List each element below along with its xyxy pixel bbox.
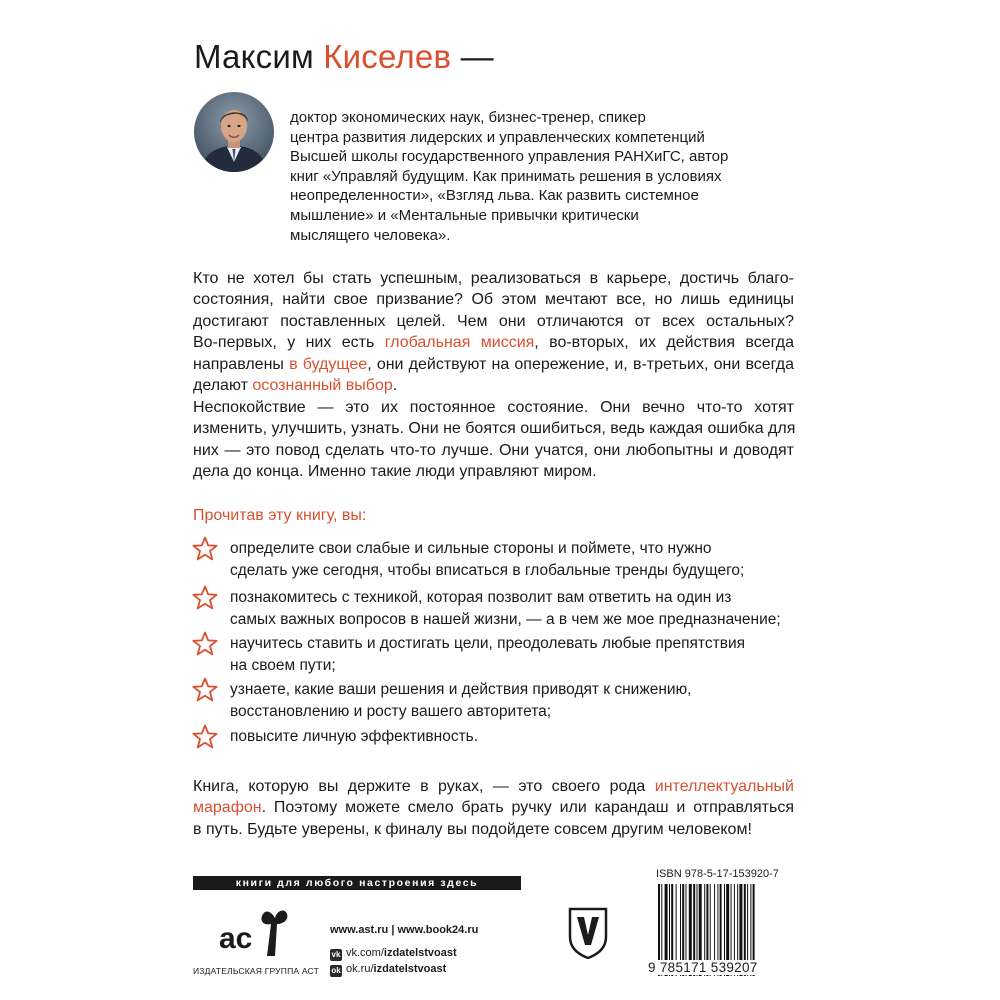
vk-icon: vk [331,950,341,959]
publisher-name: ИЗДАТЕЛЬСКАЯ ГРУППА АСТ [193,966,319,976]
list-item-text [230,726,478,748]
list-item-line: самых важных вопросов в нашей жизни, — а в чем же мое предназначение; [230,610,781,628]
bio-line: книг «Управляй будущим. Как принимать решения в условиях [290,167,722,185]
bio-line: мышление» и «Ментальные привычки критически [290,206,639,224]
list-item-text [230,587,781,630]
highlight-global-mission: глобальная миссия [384,334,535,352]
paragraph-line [193,776,794,797]
highlight-intellectual: интеллектуальный [654,778,794,795]
paragraph-line: изменить, улучшить, узнать. Они не боятся ошибиться, ведь каждая ошибка для [193,420,796,438]
link-prefix: vk.com/ [346,947,384,959]
paragraph-line [193,354,794,375]
description-paragraph-1 [193,268,794,396]
logo-letters: ac [219,922,253,955]
description-paragraph-2 [193,397,794,483]
paragraph-line [193,375,794,396]
author-photo [194,92,274,172]
paragraph-line [193,797,794,818]
text-segment: . Поэтому можете смело брать ручку или карандаш и отправляться [261,799,794,817]
paragraph-line: состояния, найти свое призвание? Об этом мечтают все, но лишь единицы [193,291,794,309]
star-icon [192,724,218,750]
highlight-conscious-choice: осознанный выбор [252,376,393,394]
text-segment: делают [193,376,253,394]
list-item-line: познакомитесь с техникой, которая позволит вам ответить на один из [230,589,732,606]
text-segment: Во-первых, у них есть [193,334,385,352]
list-item-line: повысите личную эффективность. [230,728,479,745]
barcode-number: 9 785171 539207 [648,960,758,975]
author-first-name: Максим [194,38,314,75]
star-icon [192,631,218,657]
description-paragraph-3 [193,776,794,840]
text-segment: , во-вторых, их действия всегда [534,334,794,352]
star-icon [192,585,218,611]
list-item-text [230,633,745,676]
title-dash: — [460,38,494,75]
paragraph-line: в путь. Будьте уверены, к финалу вы подойдете совсем другим человеком! [193,820,752,838]
author-title [194,38,494,76]
author-bio [290,108,810,245]
highlight-future: в будущее [289,355,368,373]
website-links[interactable]: www.ast.ru | www.book24.ru [330,924,479,936]
link-handle: izdatelstvoast [383,947,457,959]
list-item-line: определите свои слабые и сильные стороны и поймете, что нужно [230,540,712,557]
ok-icon: ok [331,966,341,975]
tagline-banner: книги для любого настроения здесь [193,876,521,890]
list-item-line: научитесь ставить и достигать цели, преодолевать любые препятствия [230,635,745,652]
paragraph-line: достигают поставленных целей. Чем они отличаются от всех остальных? [193,312,794,330]
list-item-line: узнаете, какие ваши решения и действия приводят к снижению, [230,681,692,698]
list-item-line: на своем пути; [230,656,336,674]
ast-logo [215,904,291,958]
text-segment: , они действуют на опережение, и, в-третьих, они всегда [367,355,795,373]
star-icon [192,536,218,562]
bio-line: центра развития лидерских и управленческих компетенций [290,128,705,146]
author-last-name: Киселев [323,38,452,75]
link-handle: izdatelstvoast [373,963,447,975]
highlight-marathon: марафон [193,799,262,817]
list-intro: Прочитав эту книгу, вы: [193,507,367,524]
paragraph-line: Неспокойствие — это их постоянное состояние. Они вечно что-то хотят [193,399,794,416]
list-item-line: сделать уже сегодня, чтобы вписаться в глобальные тренды будущего; [230,561,745,579]
paragraph-line: Кто не хотел бы стать успешным, реализоваться в карьере, достичь благо- [193,270,794,287]
star-icon [192,677,218,703]
bio-line: неопределенности», «Взгляд льва. Как развить системное [290,187,699,205]
text-segment: . [392,376,398,394]
list-item-line: восстановлению и росту вашего авторитета; [230,702,552,720]
paragraph-line [193,332,794,353]
v-shield-icon [568,907,608,959]
list-item-text [230,679,691,722]
isbn-label: ISBN 978-5-17-153920-7 [656,868,779,880]
bio-line: мыслящего человека». [290,226,451,244]
link-prefix: ok.ru/ [346,963,374,975]
paragraph-line: дела до конца. Именно такие люди управляют миром. [193,463,597,481]
vk-link[interactable] [330,947,457,961]
ok-link[interactable] [330,963,446,977]
paragraph-line: них — это повод сделать что-то лучше. Они учатся, они любопытны и доводят [193,441,794,459]
bio-line: доктор экономических наук, бизнес-тренер, спикер [290,109,646,126]
text-segment: направлены [193,355,290,373]
text-segment: Книга, которую вы держите в руках, — это своего рода [193,778,655,795]
list-item-text [230,538,744,581]
bio-line: Высшей школы государственного управления РАНХиГС, автор [290,148,729,166]
